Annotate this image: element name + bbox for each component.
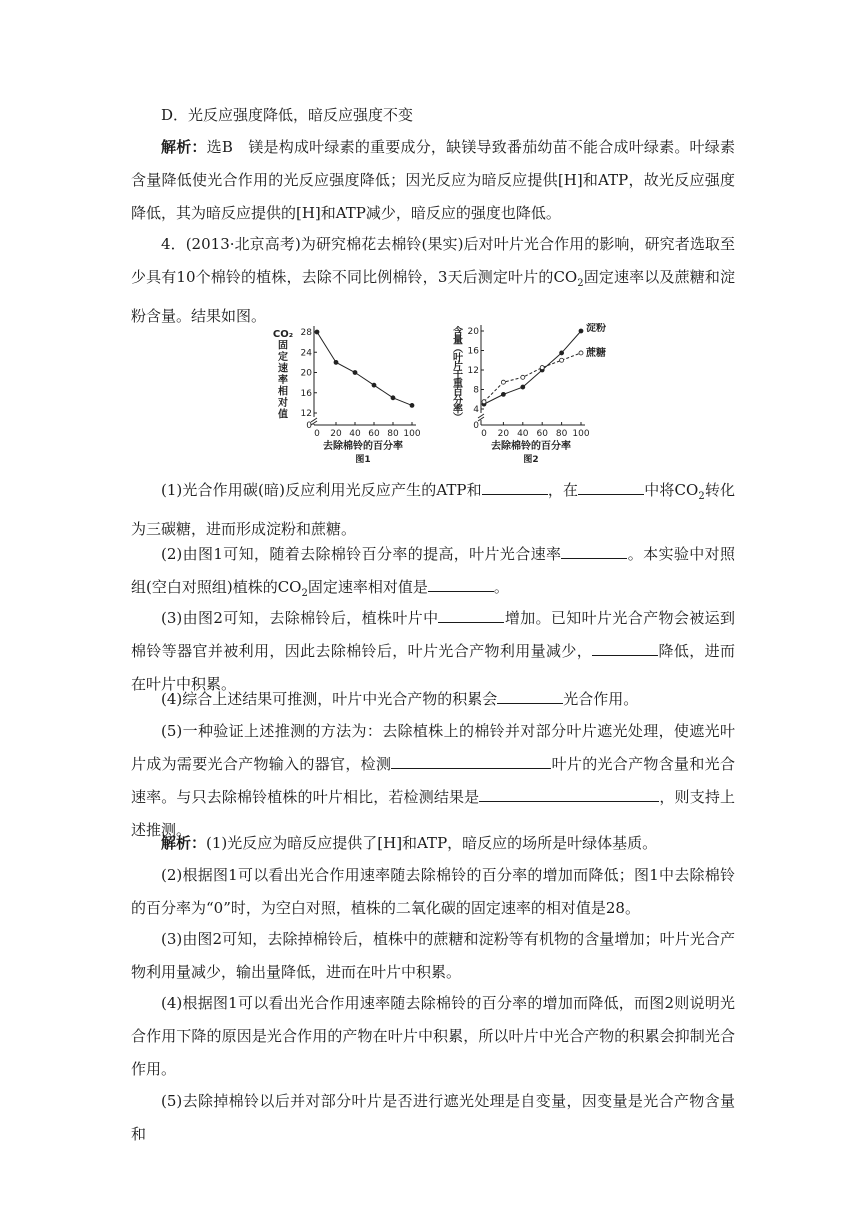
q1-text-a: (1)光合作用碳(暗)反应利用光反应产生的ATP和 bbox=[161, 481, 482, 499]
y-axis-label-char: 固 bbox=[278, 340, 288, 352]
y-axis-label-char: ︶ bbox=[453, 413, 463, 424]
series-label: 蔗糖 bbox=[586, 347, 606, 359]
data-point bbox=[521, 375, 525, 379]
data-point bbox=[501, 380, 505, 384]
series-label: 淀粉 bbox=[586, 323, 606, 334]
chart-2-svg bbox=[448, 323, 623, 473]
chart-title: 图2 bbox=[523, 455, 539, 465]
data-point bbox=[353, 371, 357, 375]
y-axis-label-char: 干 bbox=[453, 370, 463, 381]
q4-sub: 2 bbox=[577, 278, 584, 289]
y-tick-label: 12 bbox=[300, 409, 312, 419]
data-point bbox=[482, 400, 486, 404]
q4-prefix: 4．(2013· bbox=[161, 235, 235, 253]
data-point bbox=[501, 392, 505, 396]
data-point bbox=[315, 330, 319, 334]
x-tick-label: 20 bbox=[330, 429, 342, 439]
answer-5: (5)去除掉棉铃以后并对部分叶片是否进行遮光处理是自变量，因变量是光合产物含量和 bbox=[131, 1092, 735, 1143]
y-tick-label: 16 bbox=[300, 388, 312, 399]
x-axis-label: 去除棉铃的百分率 bbox=[491, 441, 571, 452]
y-tick-label: 16 bbox=[467, 346, 479, 357]
data-point bbox=[372, 383, 376, 387]
answer-4: (4)根据图1可以看出光合作用速率随去除棉铃的百分率的增加而降低，而图2则说明光合作用下降的原因是光合作用的产物在叶片中积累，所以叶片中光合产物的积累会抑制光合作用。 bbox=[131, 994, 735, 1078]
question-4-1 bbox=[131, 474, 735, 546]
y-axis-label-char: 定 bbox=[278, 352, 288, 363]
x-tick-label: 100 bbox=[403, 429, 421, 439]
x-tick-label: 60 bbox=[368, 429, 380, 439]
data-point bbox=[334, 360, 338, 364]
x-axis-label: 去除棉铃的百分率 bbox=[323, 441, 403, 452]
answer-1-text: (1)光反应为暗反应提供了[H]和ATP，暗反应的场所是叶绿体基质。 bbox=[206, 834, 658, 852]
series-line bbox=[484, 331, 581, 404]
y-axis-label-char: 叶 bbox=[453, 352, 463, 364]
answer-blank[interactable] bbox=[482, 477, 548, 495]
y-tick-label: 12 bbox=[467, 366, 479, 376]
y-axis-label-char: 百 bbox=[453, 387, 463, 399]
chart-1-svg bbox=[270, 323, 435, 473]
q1-text-d: 转化为三碳糖，进而形成淀粉和蔗糖。 bbox=[131, 481, 735, 538]
q5-text-b: 叶片的光合产物含量和光合速率。与只去除棉铃植株的叶片相比，若检测结果是 bbox=[131, 755, 735, 806]
answer-blank[interactable] bbox=[592, 638, 658, 656]
q3-text-a: (3)由图2可知，去除棉铃后，植株叶片中 bbox=[161, 609, 439, 627]
data-point bbox=[521, 385, 525, 389]
x-tick-label: 100 bbox=[572, 429, 590, 439]
option-d: D．光反应强度降低，暗反应强度不变 bbox=[161, 106, 414, 124]
y-tick-label: 4 bbox=[473, 405, 479, 415]
x-tick-label: 60 bbox=[536, 429, 548, 439]
q1-text-b: ，在 bbox=[547, 481, 579, 499]
y-axis-label-char: 量 bbox=[453, 335, 463, 347]
analysis-text: 选B 镁是构成叶绿素的重要成分，缺镁导致番茄幼苗不能合成叶绿素。叶绿素含量降低使光合作用的光反应强度降低；因光反应为暗反应提供[H]和ATP，故光反应强度降低，其为暗反应提供的[H]和ATP减少，暗反应的强度也降低。 bbox=[131, 138, 735, 222]
q4-text-b: 光合作用。 bbox=[563, 690, 639, 708]
q2-text-b: 。本实验中对照组(空白对照组)植株的CO bbox=[131, 545, 735, 596]
data-point bbox=[579, 351, 583, 355]
data-point bbox=[410, 403, 414, 407]
answer-1 bbox=[131, 827, 735, 860]
y-axis-label-char: 分 bbox=[453, 395, 463, 407]
q2-text-d: 。 bbox=[493, 578, 509, 596]
y-axis-label-char: 率 bbox=[453, 404, 463, 416]
data-point bbox=[391, 396, 395, 400]
y-tick-label: 24 bbox=[300, 348, 312, 359]
q4-text-a: (4)综合上述结果可推测，叶片中光合产物的积累会 bbox=[161, 690, 498, 708]
q1-text-c: 中将CO bbox=[644, 481, 699, 499]
answer-blank[interactable] bbox=[391, 751, 551, 769]
q5-text-a: (5)一种验证上述推测的方法为：去除植株上的棉铃并对部分叶片遮光处理，使遮光叶片成为需要光合产物输入的器官，检测 bbox=[131, 722, 735, 773]
q3-text-c: 降低，进而在叶片中积累。 bbox=[131, 642, 735, 693]
axis-break-mark bbox=[478, 414, 484, 421]
answer-3: (3)由图2可知，去除掉棉铃后，植株中的蔗糖和淀粉等有机物的含量增加；叶片光合产物利用量减少，输出量降低，进而在叶片中积累。 bbox=[131, 930, 735, 981]
x-tick-label: 40 bbox=[349, 429, 361, 439]
y-axis-label-char: 对 bbox=[278, 398, 288, 409]
y-axis-label-char: 率 bbox=[278, 375, 288, 386]
y-tick-label: 8 bbox=[473, 385, 479, 396]
answer-blank[interactable] bbox=[479, 784, 659, 802]
figure-2 bbox=[448, 323, 623, 477]
chart-title: 图1 bbox=[355, 455, 371, 465]
x-tick-label: 40 bbox=[517, 429, 529, 439]
answer-blank[interactable] bbox=[438, 605, 504, 623]
x-tick-label: 80 bbox=[387, 429, 399, 439]
data-point bbox=[540, 366, 544, 370]
q4-text2: 固定速率以及蔗糖和淀粉含量。结果如图。 bbox=[131, 268, 735, 325]
y-tick-label: 28 bbox=[300, 328, 312, 338]
answer-blank[interactable] bbox=[428, 574, 494, 592]
series-line bbox=[317, 332, 412, 405]
question-4-4 bbox=[131, 683, 735, 716]
analysis-label: 解析： bbox=[161, 138, 207, 156]
q2-sub: 2 bbox=[301, 588, 308, 599]
data-point bbox=[579, 329, 583, 333]
answer-blank[interactable] bbox=[561, 541, 627, 559]
figure-1 bbox=[270, 323, 435, 477]
y-axis-label-char: 重 bbox=[453, 378, 463, 390]
analysis-paragraph bbox=[131, 131, 735, 230]
x-tick-label: 80 bbox=[555, 429, 568, 439]
y-tick-label: 20 bbox=[467, 327, 479, 337]
q2-text-a: (2)由图1可知，随着去除棉铃百分率的提高，叶片光合速率 bbox=[161, 545, 562, 563]
y-axis-label-char: CO₂ bbox=[272, 329, 294, 340]
x-tick-label: 0 bbox=[314, 429, 320, 439]
answer-blank[interactable] bbox=[578, 477, 644, 495]
x-tick-label: 0 bbox=[481, 429, 487, 439]
q4-text1: )为研究棉花去棉铃(果实)后对叶片光合作用的影响，研究者选取至少具有10个棉铃的植株，去除不同比例棉铃，3天后测定叶片的CO bbox=[131, 235, 735, 286]
y-axis-label-char: 相 bbox=[278, 386, 288, 398]
answer-2: (2)根据图1可以看出光合作用速率随去除棉铃的百分率的增加而降低；图1中去除棉铃的百分率为“0”时，为空白对照，植株的二氧化碳的固定速率的相对值是28。 bbox=[131, 866, 735, 917]
y-axis-label-char: 值 bbox=[278, 409, 288, 421]
q5-text-c: ，则支持上述推测。 bbox=[131, 788, 735, 839]
question-4-stem bbox=[131, 228, 735, 333]
answer-label: 解析： bbox=[161, 834, 207, 852]
y-tick-label: 0 bbox=[473, 421, 479, 431]
series-line bbox=[484, 353, 581, 402]
answer-blank[interactable] bbox=[497, 686, 563, 704]
y-axis-label-char: 含 bbox=[453, 327, 463, 338]
data-point bbox=[560, 358, 564, 362]
q4-source: 北京高考 bbox=[234, 235, 295, 253]
y-tick-label: 0 bbox=[306, 421, 312, 431]
q2-text-c: 固定速率相对值是 bbox=[307, 578, 428, 596]
q3-text-b: 增加。已知叶片光合产物会被运到棉铃等器官并被利用，因此去除棉铃后，叶片光合产物利用量减少， bbox=[131, 609, 735, 660]
data-point bbox=[560, 351, 564, 355]
question-4-2 bbox=[131, 538, 735, 610]
y-axis-label-char: 速 bbox=[278, 363, 288, 375]
y-tick-label: 20 bbox=[300, 368, 312, 379]
q1-sub: 2 bbox=[698, 491, 705, 502]
y-axis-label-char: ︵ bbox=[453, 344, 463, 356]
y-axis-label-char: 片 bbox=[453, 361, 463, 373]
x-tick-label: 20 bbox=[497, 429, 510, 439]
